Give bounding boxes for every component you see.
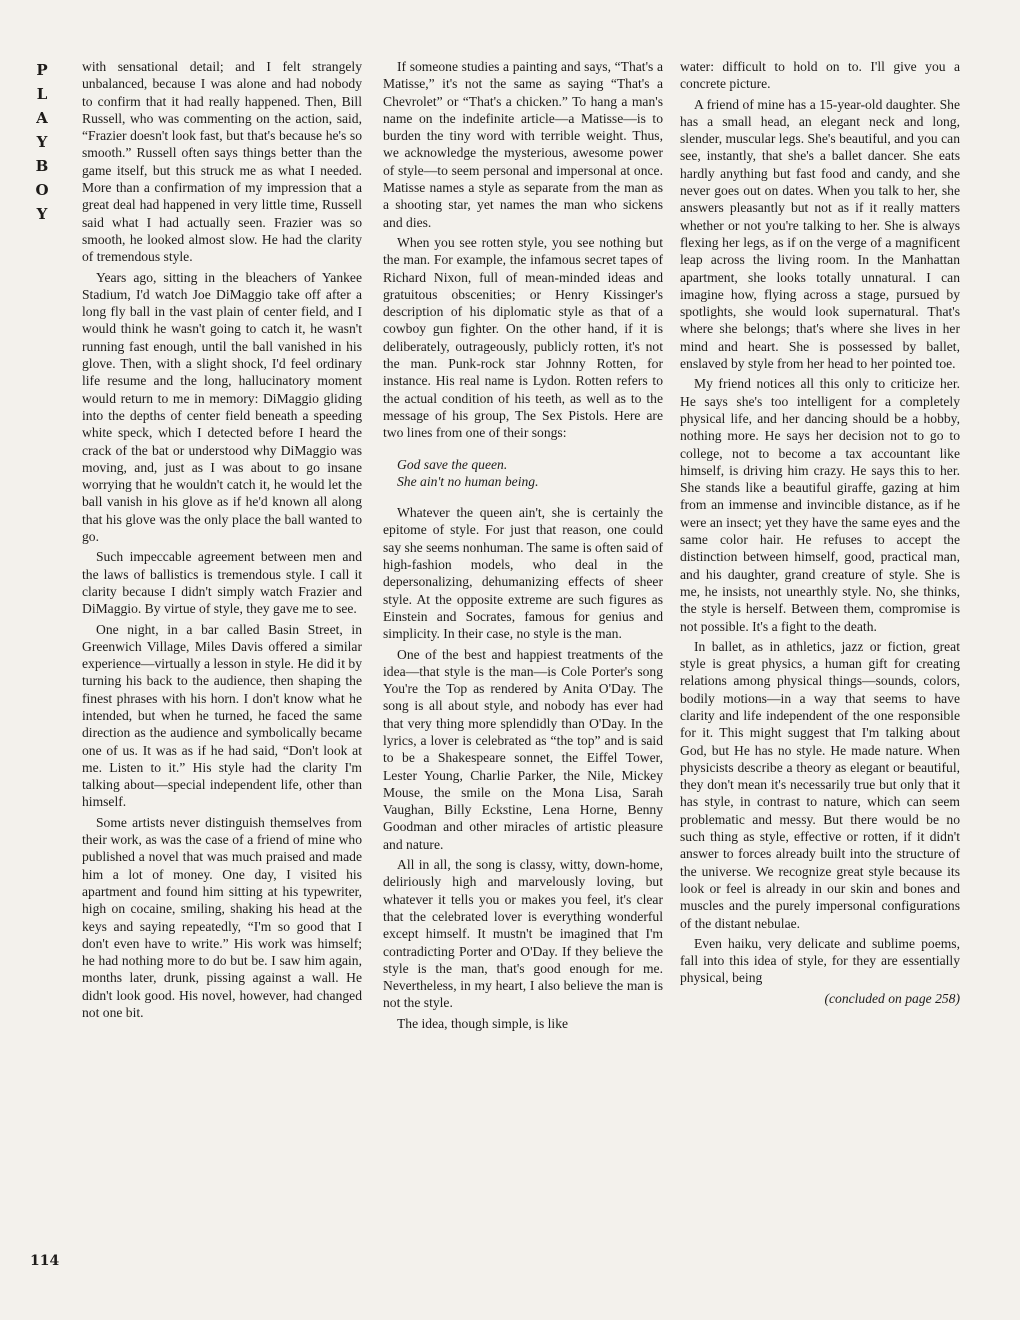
- running-head: [30, 58, 54, 226]
- text-column-3: [680, 58, 960, 1010]
- continuation-note: (concluded on page 258): [824, 990, 960, 1006]
- text-column-2: [383, 58, 663, 1035]
- paragraph: If someone studies a painting and says, “That's a Matisse,” it's not the same as saying “That's a Chevrolet” or “That's a chicken.” To hang a man's name on the indefinite article—a Matisse—is to burden the tiny word with terrible weight. Thus, we acknowledge the mysterious, awesome power of style—to seem personal and impersonal at once. Matisse names a style as separate from the man as a shooting star, yet names the man who sickens and dies.: [383, 59, 663, 230]
- running-head-letter: O: [35, 181, 49, 199]
- text-column-1: [82, 58, 362, 1024]
- paragraph: One of the best and happiest treatments of the idea—that style is the man—is Cole Porter's song You're the Top as rendered by Anita O'Day. The song is all about style, and nobody has ever had that very thing more splendidly than O'Day. In the lyrics, a lover is celebrated as “the top” and is said to be a Shakespeare sonnet, the Eiffel Tower, Lester Young, Charlie Parker, the Nile, Mickey Mouse, the smile on the Mona Lisa, Sarah Vaughan, Billy Eckstine, Lena Horne, Benny Goodman and other miracles of artistic pleasure and nature.: [383, 646, 663, 852]
- paragraph: When you see rotten style, you see nothing but the man. For example, the infamous secret tapes of Richard Nixon, full of mean-minded ideas and gratuitous obscenities; or Henry Kissinger's description of his diplomatic style as that of a cowboy gun fighter. On the other hand, if it is deliberately, outrageously, publicly rotten, it's not the man. Punk-rock star Johnny Rotten, for instance. His real name is Lydon. Rotten refers to the actual condition of his teeth, as well as to the message of his group, The Sex Pistols. Here are two lines from one of their songs:: [383, 234, 663, 441]
- paragraph: with sensational detail; and I felt strangely unbalanced, because I was alone and had nobody to confirm that it had really happened. Then, Bill Russell, who was commenting on the action, said, “Frazier doesn't look fast, but that's because he's so smooth.” Russell often says things better than the game itself, but this struck me as what I needed. More than a confirmation of my impression that a great deal had happened in very little time, Russell said what I had actually seen. Frazier was so smooth, he looked almost slow. He had the clarity of tremendous style.: [82, 59, 362, 265]
- paragraph: Some artists never distinguish themselves from their work, as was the case of a friend of mine who published a novel that was much praised and made him a lot of money. One day, I visited his apartment and found him sitting at his typewriter, high on cocaine, smiling, shaking his head at the keys and saying repeatedly, “I'm so good that I don't even have to write.” His work was himself; he had nothing more to do but be. I saw him again, months later, drunk, pissing against a wall. He didn't look good. His novel, however, had changed not one bit.: [82, 814, 362, 1021]
- paragraph: Such impeccable agreement between men and the laws of ballistics is tremendous style. I call it clarity because I didn't simply watch Frazier and DiMaggio. By virtue of style, they gave me to see.: [82, 549, 362, 617]
- running-head-letter: Y: [36, 205, 48, 223]
- paragraph: My friend notices all this only to criticize her. He says she's too intelligent for a completely physical life, and her dancing should be a hobby, nothing more. He says her decision not to go to college, not to become a tax accountant like himself, is driving him crazy. He says this to her. She stands like a beautiful giraffe, gazing at him from an immense and invincible distance, as if he were an insect; yet they have the same eyes and the same color hair. He refuses to accept the distinction between himself, good, practical man, and his daughter, grand creature of style. She is me, he insists, not unearthly style. No, she thinks, the style is herself. Between them, compromise is not possible. It's a fight to the death.: [680, 376, 960, 634]
- paragraph: One night, in a bar called Basin Street, in Greenwich Village, Miles Davis offered a similar experience—virtually a lesson in style. He did it by turning his back to the audience, then shaping the finest phrases with his horn. I don't know what he intended, but when he turned, he faced the same direction as the audience and symbolically became one of us. It was as if he had said, “Don't look at me. Listen to it.” His style had the clarity I'm talking about—special independent life, other than himself.: [82, 621, 362, 810]
- paragraph: A friend of mine has a 15-year-old daughter. She has a small head, an elegant neck and long, slender, muscular legs. She's beautiful, and you can see, instantly, that she's a ballet dancer. She eats hardly anything but fast food and candy, and she never goes out on dates. When you talk to her, she answers pleasantly but not as if it really matters whether or not you're talking to her. She is always flexing her legs, as if on the verge of a magnificent leap across the living room. In the Manhattan apartment, she looks totally unnatural. I can imagine how, flying across a stage, pursued by spotlights, she would look supernatural. That's where she belongs; that's where she lives in her mind and heart. She is possessed by ballet, enslaved by style from her head to her pointed toe.: [680, 96, 960, 372]
- lyric-line: She ain't no human being.: [397, 473, 539, 489]
- lyric-line: God save the queen.: [397, 456, 508, 472]
- paragraph: The idea, though simple, is like: [397, 1015, 569, 1031]
- running-head-letter: Y: [36, 133, 48, 151]
- paragraph: In ballet, as in athletics, jazz or fiction, great style is great physics, a human gift for creating relations among physical things—sounds, colors, bodily motions—in a way that seems to have clarity and life independent of the one responsible for it. This might suggest that I'm talking about God, but He has no style. He made nature. When physicists describe a theory as elegant or beautiful, they don't mean it's necessarily true but only that it has style, in contrast to nature, which can seem problematic and messy. But there would be no such thing as style, effective or rotten, if it didn't answer to forces already built into the structure of the universe. We recognize great style because its look or feel is already in our skin and bones and muscles and the purely impersonal configurations of the distant nebulae.: [680, 638, 960, 931]
- paragraph: Even haiku, very delicate and sublime poems, fall into this idea of style, for they are essentially physical, being: [680, 935, 960, 986]
- song-lyric: [397, 456, 663, 491]
- paragraph: water: difficult to hold on to. I'll give you a concrete picture.: [680, 59, 960, 92]
- paragraph: All in all, the song is classy, witty, down-home, deliriously high and marvelously loving, but whatever it tells you or makes you feel, it's clear that the celebrated lover is everything wonderful except himself. It mustn't be imagined that I'm contradicting Porter and O'Day. If they believe the style is the man, that's good enough for me. Nevertheless, in my heart, I also believe the man is not the style.: [383, 857, 663, 1011]
- paragraph: Years ago, sitting in the bleachers of Yankee Stadium, I'd watch Joe DiMaggio take off after a long fly ball in the vast plain of center field, and I would think he wasn't going to catch it, he wasn't running fast enough, until the ball vanished in his glove. Then, with a slight shock, I'd feel ordinary life resume and the long, hallucinatory moment would return to me in memory: DiMaggio gliding into the depths of center field beneath a speeding white speck, which I detected before I heard the crack of the bat or understood why DiMaggio was moving, and, just as I was about to go insane worrying that he wouldn't catch it, he would let the ball vanish in his glove as if he'd known all along that his glove was the only place the ball wanted to go.: [82, 269, 362, 545]
- running-head-letter: P: [36, 61, 48, 79]
- running-head-letter: B: [35, 157, 49, 175]
- page-number: 114: [30, 1253, 60, 1269]
- running-head-letter: L: [36, 85, 48, 103]
- paragraph: Whatever the queen ain't, she is certainly the epitome of style. For just that reason, one could say she seems nonhuman. The same is often said of high-fashion models, who deal in the depersonalizing, dehumanizing effects of sheer style. At the opposite extreme are such figures as Einstein and Socrates, famous for genius and simplicity. In their case, no style is the man.: [383, 505, 663, 642]
- running-head-letter: A: [36, 109, 48, 127]
